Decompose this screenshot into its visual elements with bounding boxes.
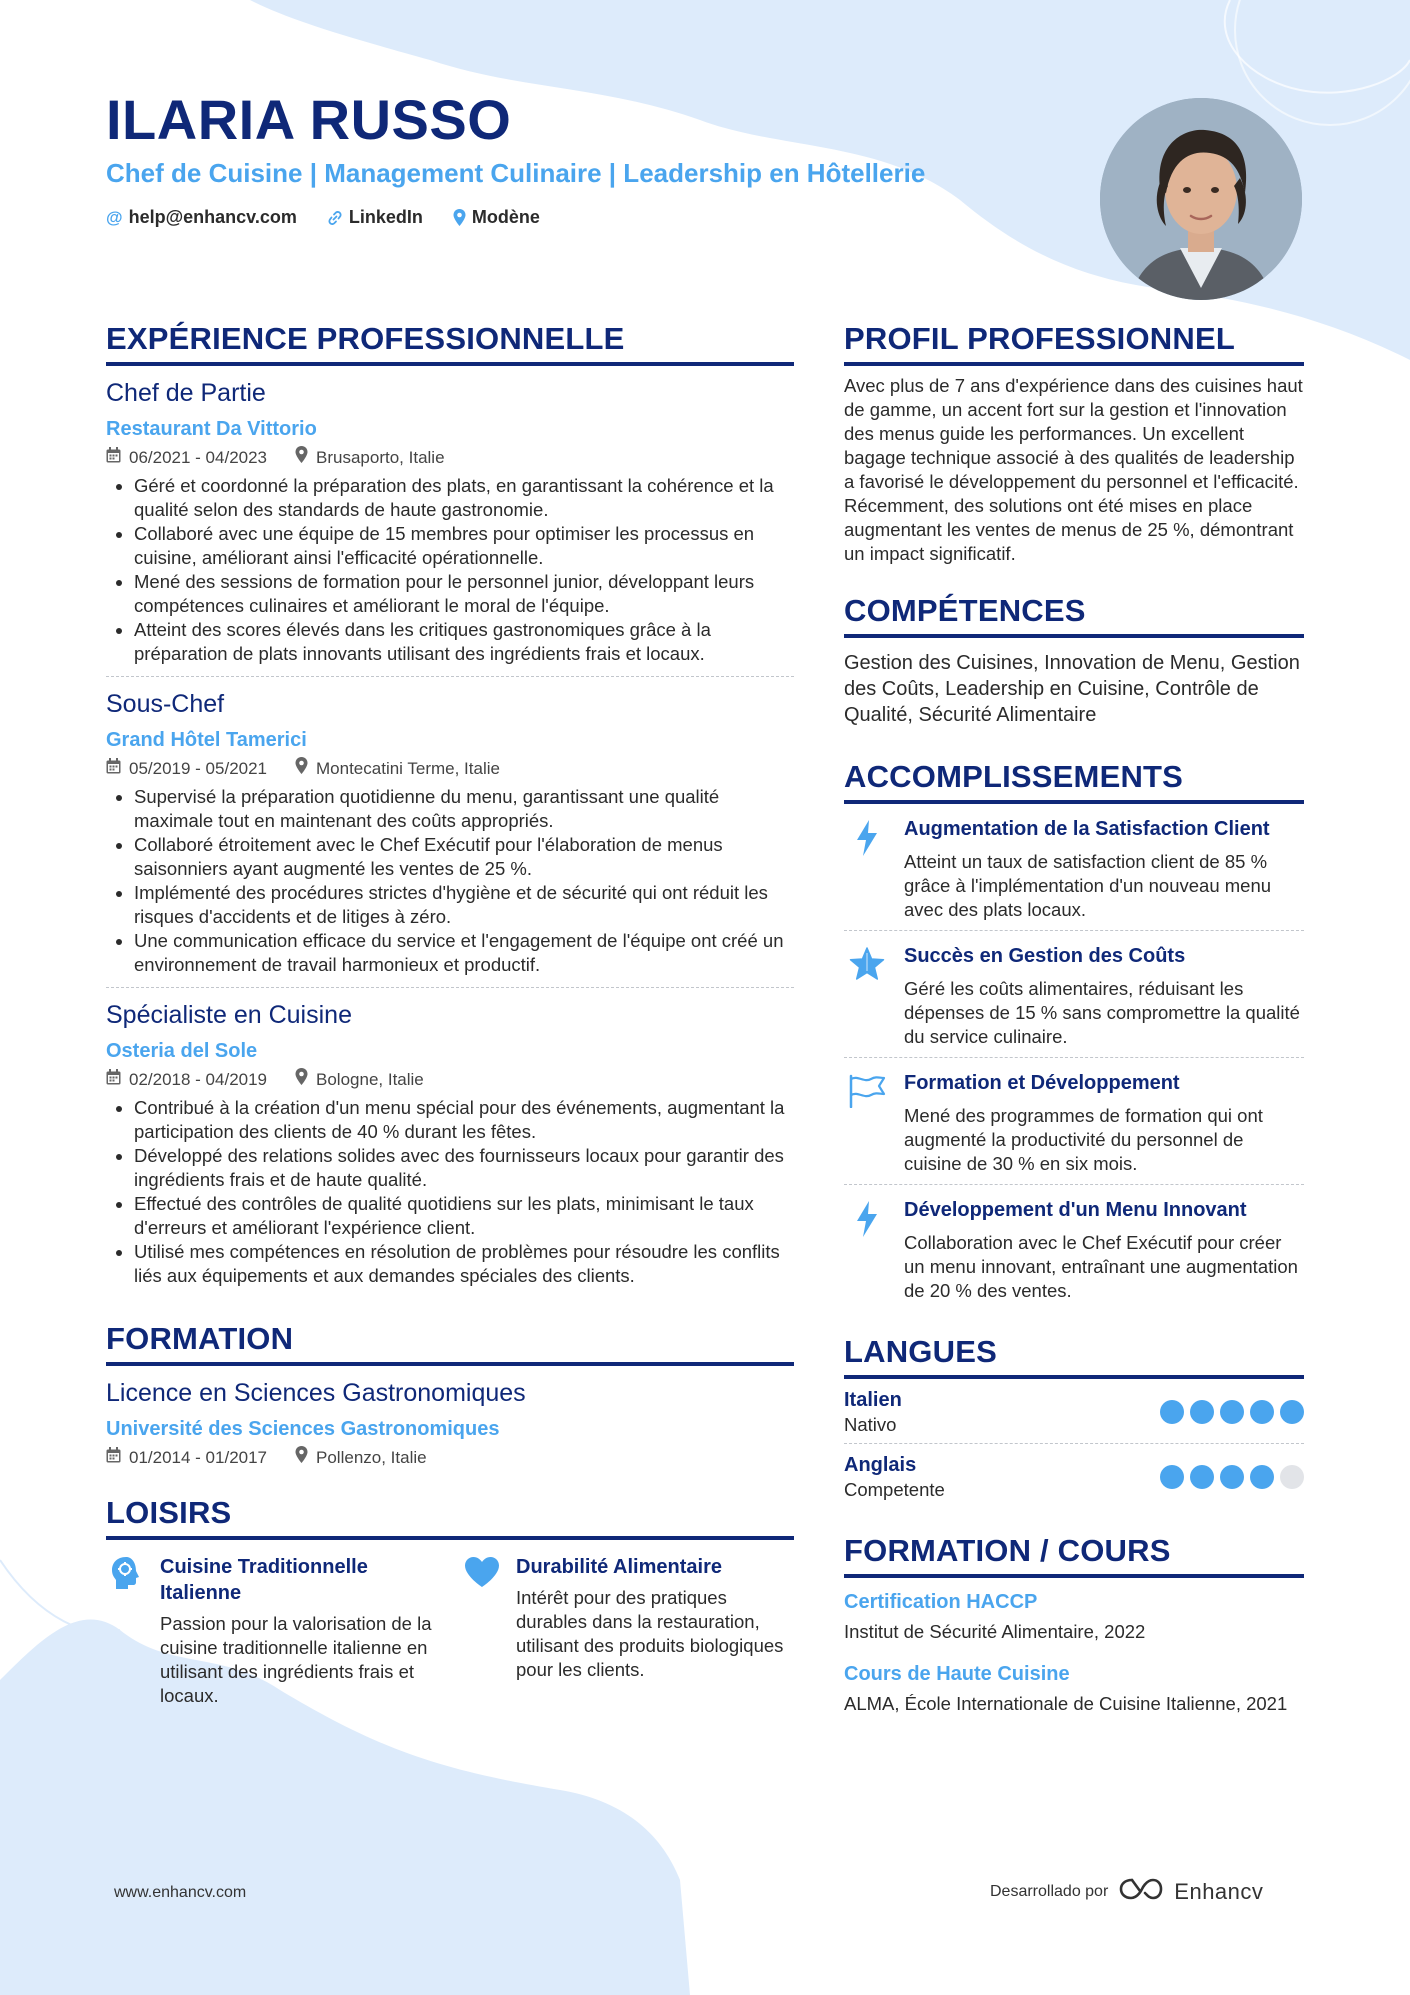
job-dates: 05/2019 - 05/2021 [129, 759, 268, 778]
star-icon [844, 943, 890, 1049]
achievement-title: Développement d'un Menu Innovant [904, 1199, 1247, 1221]
calendar-icon [106, 1444, 121, 1472]
rating-dot-filled [1190, 1400, 1214, 1424]
candidate-name: ILARIA RUSSO [106, 88, 512, 151]
location-pin-icon [295, 1066, 308, 1094]
location-pin-icon [295, 444, 308, 472]
degree-title: Licence en Sciences Gastronomiques [106, 1379, 526, 1407]
contact-bar [106, 207, 540, 228]
hobby-item [462, 1554, 792, 1708]
calendar-icon [106, 1066, 121, 1094]
bullet-item: • Géré et coordonné la préparation des plats, en garantissant la cohérence et la qualité selon des standards de haute gastronomie. [134, 474, 794, 522]
footer-website[interactable]: www.enhancv.com [114, 1884, 247, 1901]
company-name: Restaurant Da Vittorio [106, 418, 317, 440]
profile-summary: Avec plus de 7 ans d'expérience dans des cuisines haut de gamme, un accent fort sur la gestion et l'innovation des menus guide les performances. Un excellent bagage technique associé à des qualités de leadership a favorisé le développement du personnel et l'efficacité. Récemment, des solutions ont été mises en place augmentant les ventes de menus de 25 %, démontrant un impact significatif. [844, 375, 1303, 564]
candidate-title: Chef de Cuisine | Management Culinaire | Leadership en Hôtellerie [106, 158, 926, 188]
experience-heading: EXPÉRIENCE PROFESSIONNELLE [106, 318, 794, 366]
achievement-description: Collaboration avec le Chef Exécutif pour créer un menu innovant, entraînant une augmentation de 20 % des ventes. [904, 1232, 1298, 1301]
hobby-title: Durabilité Alimentaire [516, 1556, 722, 1578]
achievement-title: Formation et Développement [904, 1072, 1180, 1094]
lightning-icon [844, 816, 890, 922]
job-meta [106, 755, 794, 783]
hobbies-heading: LOISIRS [106, 1492, 794, 1540]
job-meta [106, 444, 794, 472]
course-item [844, 1644, 1304, 1716]
job-meta [106, 1066, 794, 1094]
bullet-item: • Une communication efficace du service et l'engagement de l'équipe ont créé un environnement de travail harmonieux et productif. [134, 929, 794, 977]
lightning-icon [844, 1197, 890, 1303]
bullet-item: • Collaboré étroitement avec le Chef Exécutif pour l'élaboration de menus saisonniers ayant augmenté les ventes de 25 %. [134, 833, 794, 881]
company-name: Grand Hôtel Tamerici [106, 729, 307, 751]
language-level: Competente [844, 1479, 945, 1500]
education-dates: 01/2014 - 01/2017 [129, 1448, 268, 1467]
job-location: Montecatini Terme, Italie [316, 759, 500, 778]
hobby-description: Passion pour la valorisation de la cuisine traditionnelle italienne en utilisant des ingrédients frais et locaux. [160, 1613, 432, 1706]
hobbies-list [106, 1554, 794, 1708]
job-title: Spécialiste en Cuisine [106, 1001, 352, 1029]
achievement-description: Mené des programmes de formation qui ont augmenté la productivité du personnel de cuisine de 30 % en six mois. [904, 1105, 1263, 1174]
language-rating [1160, 1465, 1304, 1489]
achievements-heading: ACCOMPLISSEMENTS [844, 756, 1304, 804]
achievement-title: Succès en Gestion des Coûts [904, 945, 1186, 967]
language-rating [1160, 1400, 1304, 1424]
skills-list: Gestion des Cuisines, Innovation de Menu, Gestion des Coûts, Leadership en Cuisine, Contrôle de Qualité, Sécurité Alimentaire [844, 652, 1300, 726]
job-location: Brusaporto, Italie [316, 448, 445, 467]
hobby-description: Intérêt pour des pratiques durables dans la restauration, utilisant des produits biologiques pour les clients. [516, 1587, 784, 1680]
achievement-item [844, 1185, 1304, 1311]
rating-dot-filled [1250, 1400, 1274, 1424]
right-column [844, 318, 1304, 1716]
job-title: Chef de Partie [106, 379, 266, 407]
achievement-description: Géré les coûts alimentaires, réduisant les dépenses de 15 % sans compromettre la qualité du service culinaire. [904, 978, 1300, 1047]
hobby-title: Cuisine Traditionnelle Italienne [160, 1556, 368, 1604]
location-pin-icon [453, 209, 466, 226]
achievement-description: Atteint un taux de satisfaction client de 85 % grâce à l'implémentation d'un nouveau menu avec des plats locaux. [904, 851, 1272, 920]
rating-dot-filled [1220, 1400, 1244, 1424]
bullet-item: • Supervisé la préparation quotidienne du menu, garantissant une qualité maximale tout en maintenant des coûts appropriés. [134, 785, 794, 833]
bullet-item: • Effectué des contrôles de qualité quotidiens sur les plats, minimisant le taux d'erreurs et améliorant l'expérience client. [134, 1192, 794, 1240]
at-icon: @ [106, 207, 123, 227]
job-bullets [106, 474, 794, 666]
flag-icon [844, 1070, 890, 1176]
job-title: Sous-Chef [106, 690, 225, 718]
linkedin-text: LinkedIn [348, 207, 423, 227]
achievement-title: Augmentation de la Satisfaction Client [904, 818, 1270, 840]
head-icon [106, 1554, 146, 1708]
hobby-item [106, 1554, 436, 1708]
calendar-icon [106, 444, 121, 472]
course-institution: Institut de Sécurité Alimentaire, 2022 [844, 1621, 1146, 1642]
bullet-item: • Implémenté des procédures strictes d'hygiène et de sécurité qui ont réduit les risques d'accidents et de litiges à zéro. [134, 881, 794, 929]
email-text: help@enhancv.com [128, 207, 297, 227]
job-entry [106, 366, 794, 677]
education-entry [106, 1366, 794, 1472]
job-bullets [106, 785, 794, 977]
course-title: Certification HACCP [844, 1591, 1038, 1613]
location-pin-icon [295, 1444, 308, 1472]
rating-dot-filled [1220, 1465, 1244, 1489]
job-entry [106, 677, 794, 988]
bullet-item: • Développé des relations solides avec des fournisseurs locaux pour garantir des ingrédients frais et de haute qualité. [134, 1144, 794, 1192]
education-location: Pollenzo, Italie [316, 1448, 427, 1467]
profile-heading: PROFIL PROFESSIONNEL [844, 318, 1304, 366]
languages-heading: LANGUES [844, 1331, 1304, 1379]
job-dates: 06/2021 - 04/2023 [129, 448, 268, 467]
language-level: Nativo [844, 1414, 897, 1435]
rating-dot-filled [1160, 1465, 1184, 1489]
brand-name: Enhancv [1174, 1878, 1264, 1904]
heart-icon [462, 1554, 502, 1708]
course-item [844, 1578, 1304, 1644]
job-dates: 02/2018 - 04/2019 [129, 1070, 268, 1089]
powered-by-label: Desarrollado por [990, 1882, 1109, 1900]
courses-heading: FORMATION / COURS [844, 1530, 1304, 1578]
language-item [844, 1444, 1304, 1508]
enhancv-logo-icon [1118, 1876, 1164, 1907]
achievement-item [844, 804, 1304, 931]
bullet-item: • Mené des sessions de formation pour le personnel junior, développant leurs compétences culinaires et améliorant le moral de l'équipe. [134, 570, 794, 618]
school-name: Université des Sciences Gastronomiques [106, 1418, 500, 1440]
contact-location [453, 207, 540, 228]
left-column [106, 318, 794, 1708]
location-pin-icon [295, 755, 308, 783]
contact-linkedin[interactable] [327, 207, 423, 228]
achievement-item [844, 931, 1304, 1058]
skills-heading: COMPÉTENCES [844, 590, 1304, 638]
rating-dot-filled [1280, 1400, 1304, 1424]
achievement-item [844, 1058, 1304, 1185]
bullet-item: • Contribué à la création d'un menu spécial pour des événements, augmentant la participation des clients de 40 % durant les fêtes. [134, 1096, 794, 1144]
bullet-item: • Atteint des scores élevés dans les critiques gastronomiques grâce à la préparation de plats innovants utilisant des ingrédients frais et locaux. [134, 618, 794, 666]
education-heading: FORMATION [106, 1318, 794, 1366]
language-name: Anglais [844, 1454, 917, 1476]
rating-dot-filled [1160, 1400, 1184, 1424]
company-name: Osteria del Sole [106, 1040, 258, 1062]
rating-dot-empty [1280, 1465, 1304, 1489]
job-location: Bologne, Italie [316, 1070, 424, 1089]
education-meta [106, 1444, 794, 1472]
location-text: Modène [471, 207, 540, 227]
bullet-item: • Collaboré avec une équipe de 15 membres pour optimiser les processus en cuisine, améliorant ainsi l'efficacité opérationnelle. [134, 522, 794, 570]
language-item [844, 1379, 1304, 1444]
course-title: Cours de Haute Cuisine [844, 1663, 1070, 1685]
profile-photo [1100, 98, 1302, 300]
language-name: Italien [844, 1389, 902, 1411]
rating-dot-filled [1250, 1465, 1274, 1489]
job-entry [106, 988, 794, 1298]
course-institution: ALMA, École Internationale de Cuisine Italienne, 2021 [844, 1693, 1288, 1714]
calendar-icon [106, 755, 121, 783]
bullet-item: • Utilisé mes compétences en résolution de problèmes pour résoudre les conflits liés aux équipements et aux demandes spéciales des clients. [134, 1240, 794, 1288]
link-icon [327, 210, 343, 226]
contact-email[interactable] [106, 207, 297, 228]
job-bullets [106, 1096, 794, 1288]
rating-dot-filled [1190, 1465, 1214, 1489]
footer-branding [990, 1876, 1263, 1907]
